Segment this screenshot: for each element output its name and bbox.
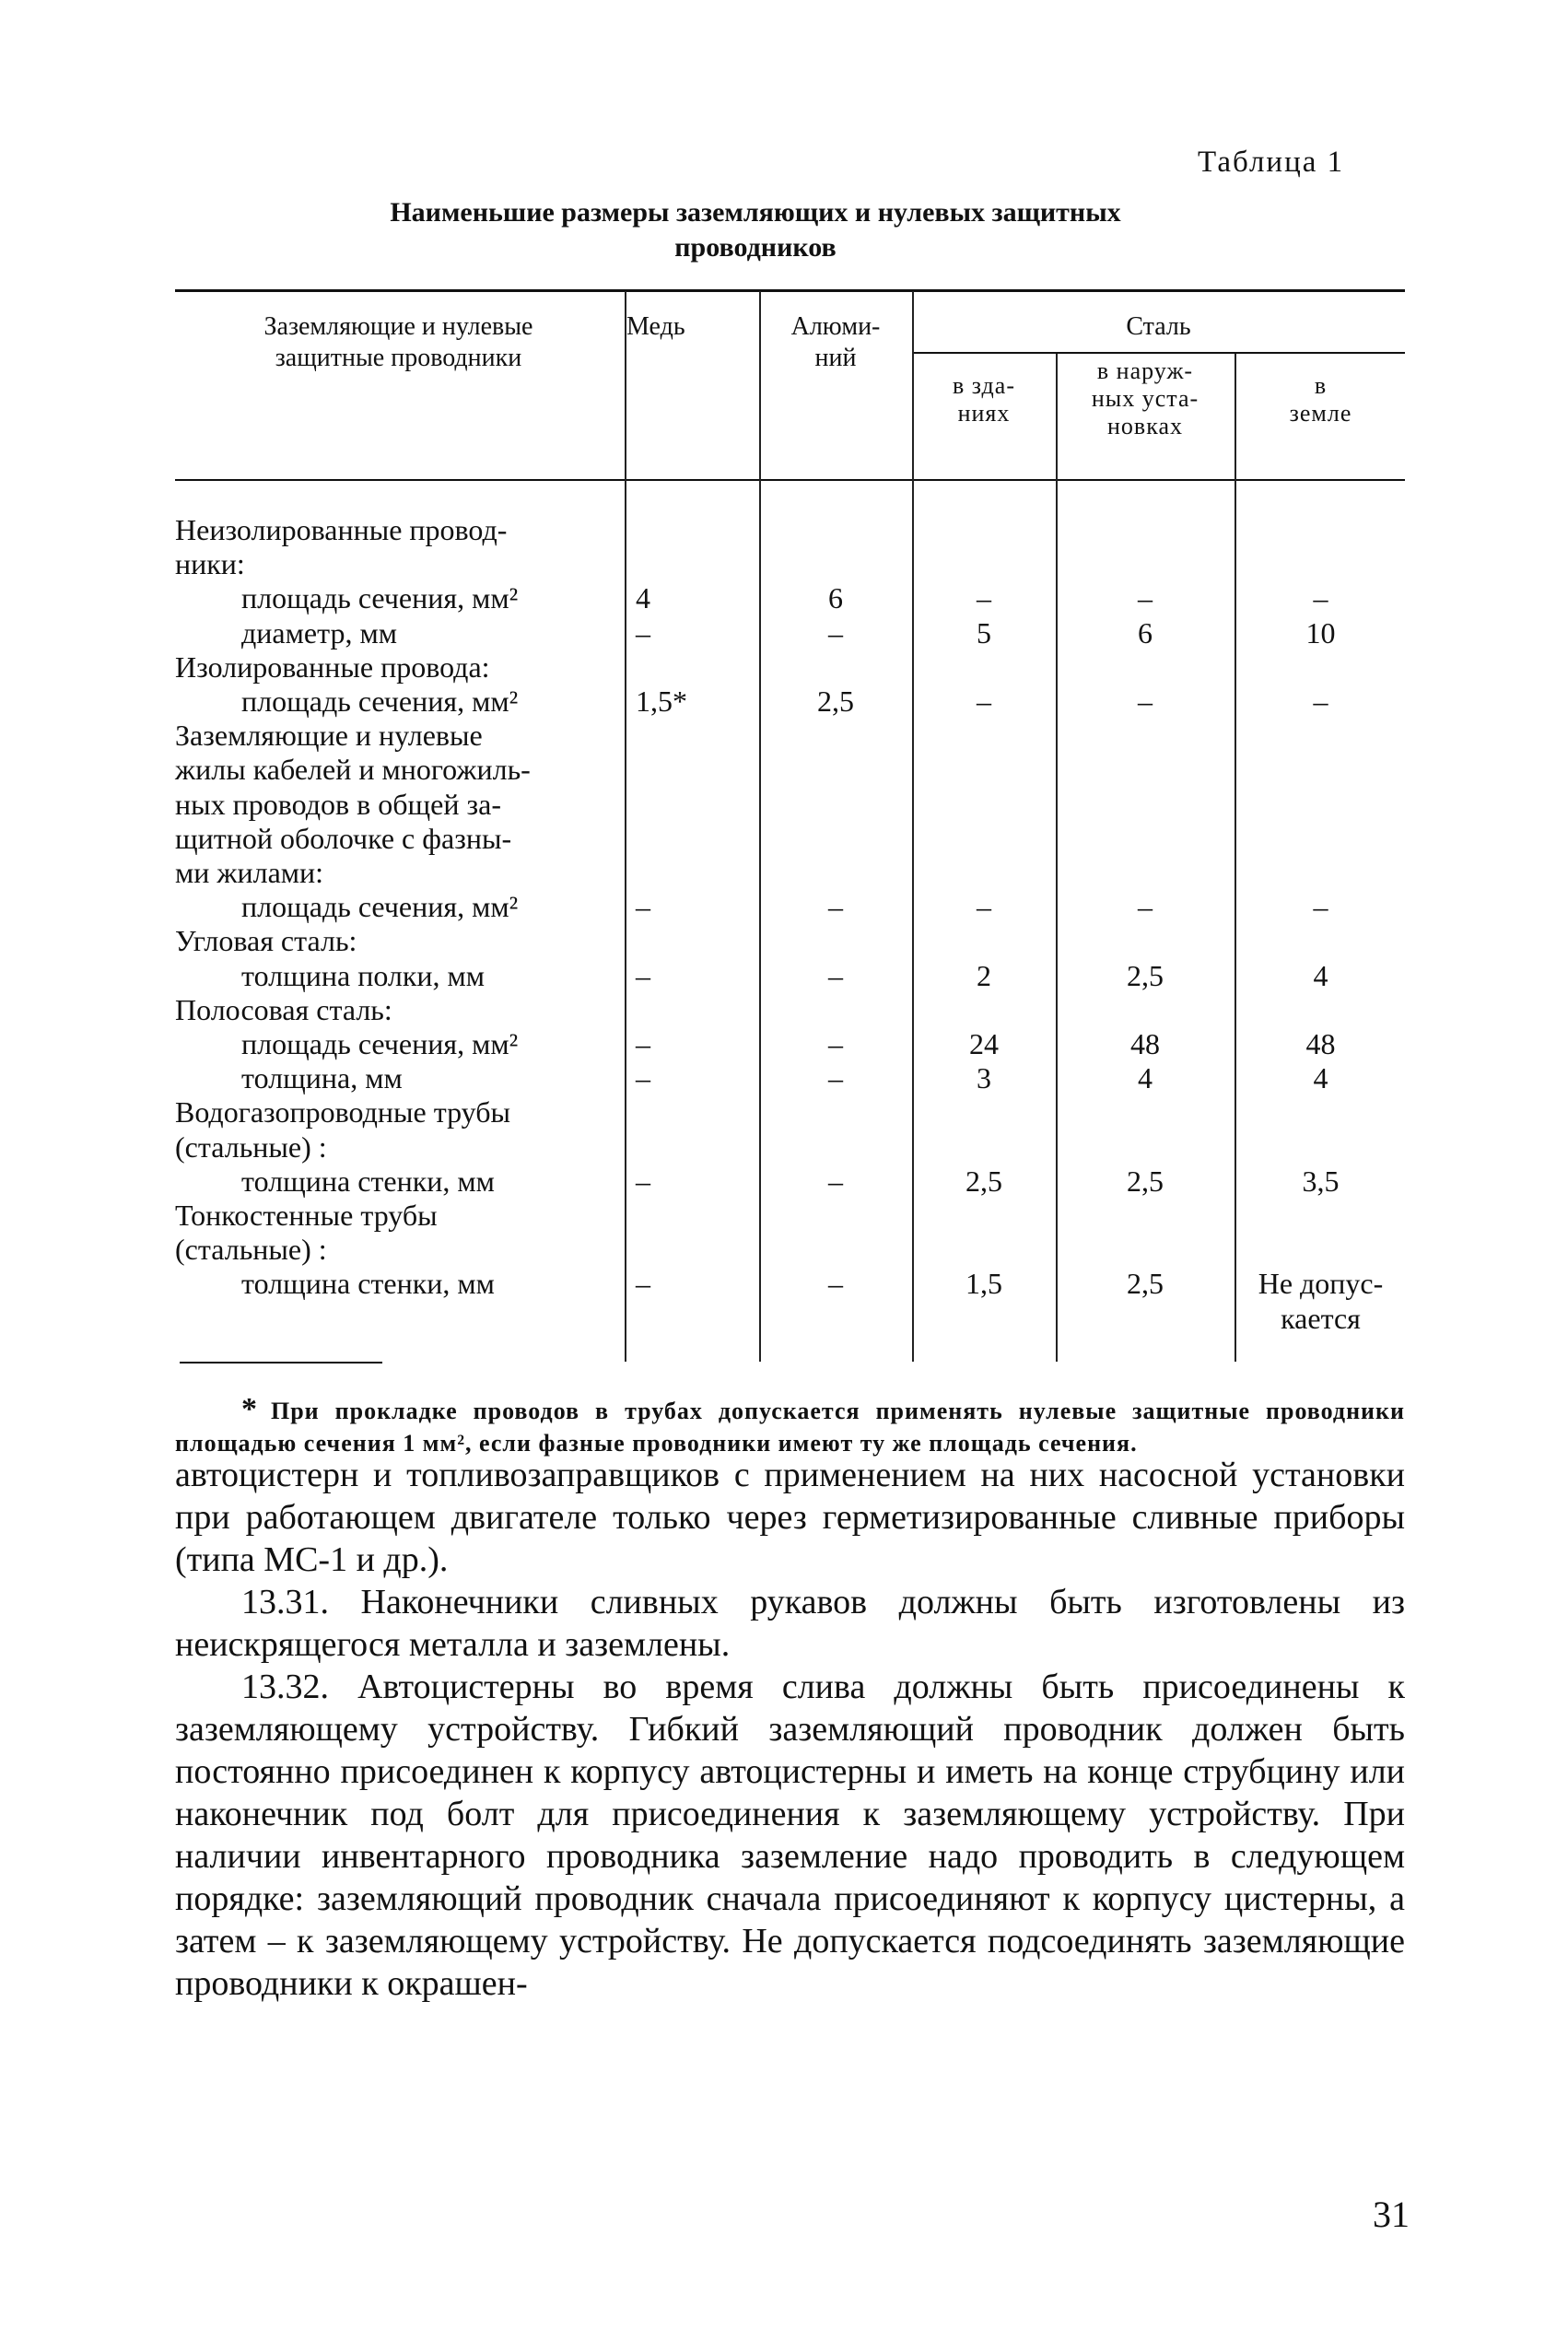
header-steel-buildings: в зда- ниях [952, 372, 1015, 427]
table-cell: 48 [1130, 1027, 1160, 1060]
row-label: Водогазопроводные трубы [175, 1095, 510, 1129]
table-cell: 2,5 [965, 1164, 1002, 1198]
row-label: Угловая сталь: [175, 924, 357, 958]
row-label: Заземляющие и нулевые [175, 719, 483, 753]
paragraph: 13.31. Наконечники сливных рукавов должны быть изготовлены из неискрящегося металла и заземлены. [175, 1583, 1405, 1664]
row-label: толщина стенки, мм [241, 1164, 495, 1198]
table-cell: 4 [1313, 1061, 1328, 1095]
title-line: Наименьшие размеры заземляющих и нулевых защитных [390, 197, 1121, 228]
header-aluminium: Алюми- ний [790, 312, 881, 372]
table-cell: 4 [636, 581, 650, 615]
table-cell: 1,5* [636, 685, 687, 718]
row-label: толщина стенки, мм [241, 1267, 495, 1301]
col-divider [625, 291, 626, 1362]
table-cell: – [636, 615, 650, 650]
row-label: толщина полки, мм [241, 958, 486, 992]
table-cell: 4 [1138, 1061, 1153, 1095]
row-label: ных проводов в общей за- [175, 787, 501, 821]
table-cell: 24 [969, 1027, 999, 1060]
table-cell: 2,5 [1127, 958, 1164, 992]
table-cell: 3 [977, 1061, 991, 1095]
table-cell: – [636, 890, 650, 924]
table-cell: Не допус- [1258, 1267, 1384, 1301]
table-cell: – [1138, 581, 1153, 615]
table-cell: 3,5 [1302, 1164, 1340, 1198]
table-cell: – [828, 1267, 843, 1301]
table-cell: – [636, 1061, 650, 1095]
table-caption: Таблица 1 [1198, 146, 1345, 179]
row-label: Неизолированные провод- [175, 513, 508, 546]
table-cell: – [828, 615, 843, 650]
table-cell: 48 [1305, 1027, 1336, 1060]
table-cell: – [1313, 581, 1328, 615]
col-divider [1235, 354, 1236, 1362]
table-cell: – [828, 1027, 843, 1060]
title-line: проводников [674, 232, 837, 263]
table-cell: – [1138, 890, 1153, 924]
table-cell: кается [1281, 1301, 1361, 1335]
paragraph: 13.32. Автоцистерны во время слива должны быть присоединены к заземляющему устройству. Гибкий заземляющий проводник должен быть постоянно присоединен к корпусу автоцистерны и иметь на конце струбцину или наконечник под болт для присоединения к заземляющему устройству. При наличии инвентарного проводника заземление надо проводить в следующем порядке: заземляющий проводник сначала присоединяют к корпусу цистерны, а затем – к заземляющему устройству. Не допускается подсоединять заземляющие проводники к окрашен- [175, 1668, 1405, 2003]
row-label: площадь сечения, мм² [241, 685, 519, 718]
row-label: площадь сечения, мм² [241, 890, 519, 924]
page-number: 31 [1373, 2194, 1410, 2235]
footnote [175, 1393, 1405, 1459]
col-divider [1056, 354, 1058, 1362]
footnote-marker: * [241, 1392, 258, 1426]
table-cell: 2,5 [1127, 1267, 1164, 1301]
table-cell: – [636, 1267, 650, 1301]
paragraph: автоцистерн и топливозаправщиков с применением на них насосной установки при работающем двигателе только через герметизированные сливные приборы (типа МС-1 и др.). [175, 1456, 1405, 1579]
row-label: Изолированные провода: [175, 650, 490, 684]
table-cell: – [1313, 890, 1328, 924]
table-cell: 6 [828, 581, 843, 615]
table-cell: – [636, 1164, 650, 1198]
header-steel-ground: в земле [1289, 372, 1352, 427]
row-label: площадь сечения, мм² [241, 581, 519, 615]
header-bottom-rule [175, 479, 1405, 481]
table-cell: 10 [1305, 615, 1336, 650]
row-label: (стальные) : [175, 1233, 327, 1267]
table-cell: 6 [1138, 615, 1153, 650]
col-divider [912, 291, 914, 1362]
table-cell: – [636, 958, 650, 992]
row-label: Полосовая сталь: [175, 992, 392, 1026]
steel-sub-rule [912, 352, 1405, 354]
header-steel: Сталь [1126, 312, 1191, 341]
table-cell: – [977, 890, 991, 924]
table-top-rule [175, 289, 1405, 292]
table-cell: 2 [977, 958, 991, 992]
table-cell: 5 [977, 615, 991, 650]
table-cell: 2,5 [1127, 1164, 1164, 1198]
row-label: (стальные) : [175, 1129, 327, 1164]
table-cell: – [1138, 685, 1153, 718]
table-cell: – [636, 1027, 650, 1060]
row-label: жилы кабелей и многожиль- [175, 753, 531, 787]
header-steel-outdoor: в наруж- ных уста- новках [1091, 357, 1199, 439]
table-cell: 2,5 [817, 685, 854, 718]
table-cell: – [828, 1164, 843, 1198]
row-label: Тонкостенные трубы [175, 1199, 438, 1232]
col-divider [759, 291, 761, 1362]
header-copper: Медь [626, 312, 685, 341]
table-cell: 4 [1313, 958, 1328, 992]
table-cell: 1,5 [965, 1267, 1002, 1301]
table-cell: – [977, 685, 991, 718]
row-label: площадь сечения, мм² [241, 1027, 519, 1060]
row-label: щитной оболочке с фазны- [175, 821, 512, 855]
row-label: диаметр, мм [241, 615, 397, 650]
table-cell: – [977, 581, 991, 615]
table-cell: – [828, 1061, 843, 1095]
footnote-rule [180, 1362, 382, 1363]
table-cell: – [828, 890, 843, 924]
table-cell: – [828, 958, 843, 992]
footnote-text: При прокладке проводов в трубах допускается применять нулевые защитные проводники площадью сечения 1 мм², если фазные проводники имеют ту же площадь сечения. [175, 1398, 1405, 1457]
table-title [304, 195, 1207, 265]
row-label: ники: [175, 547, 245, 581]
row-label: толщина, мм [241, 1061, 403, 1095]
row-label: ми жилами: [175, 856, 324, 889]
header-conductor: Заземляющие и нулевые защитные проводники [263, 312, 533, 372]
table-cell: – [1313, 685, 1328, 718]
